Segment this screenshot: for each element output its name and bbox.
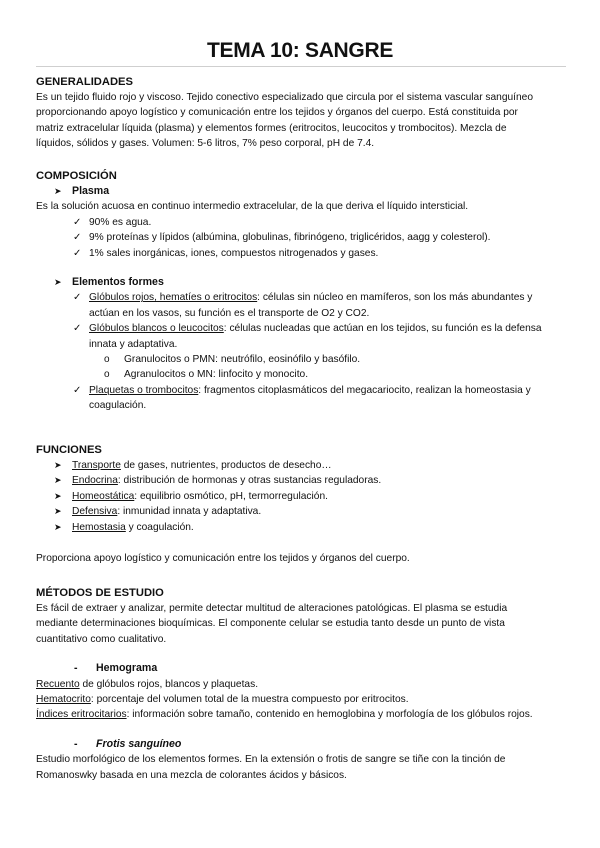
term-description: de gases, nutrientes, productos de desecho…	[120, 460, 332, 471]
list-item-text	[72, 473, 566, 488]
list-item-text: Granulocitos o PMN: neutrófilo, eosinófilo y basófilo.	[124, 354, 361, 366]
arrow-bullet-icon: ➤	[54, 490, 62, 501]
term-description: actúan en los vasos, su función es el transporte de O2 y CO2.	[89, 307, 370, 319]
check-bullet-icon: ✓	[73, 232, 82, 244]
check-bullet-icon: ✓	[73, 216, 82, 228]
section-funciones	[36, 442, 566, 566]
arrow-bullet-icon: ➤	[54, 506, 62, 517]
list-item-globulos-rojos	[36, 290, 566, 321]
paragraph-line	[36, 677, 566, 692]
term-description: : distribución de hormonas y otras sustancias reguladoras.	[117, 475, 382, 487]
term: Recuento	[36, 678, 80, 690]
title-divider	[36, 66, 566, 67]
subsection-hemograma	[36, 661, 566, 676]
list-item-text	[89, 290, 566, 321]
term: Transporte	[72, 460, 121, 471]
list-item	[36, 504, 566, 519]
list-item-globulos-blancos	[36, 321, 566, 352]
list-item-text	[72, 458, 566, 473]
term: Hematocrito	[36, 694, 91, 706]
paragraph-line: cuantitativo como cualitativo.	[36, 633, 167, 645]
list-item-plaquetas	[36, 383, 566, 414]
term-description: de glóbulos rojos, blancos y plaquetas.	[79, 678, 259, 690]
list-item	[36, 489, 566, 504]
list-item	[36, 520, 566, 535]
check-bullet-icon: ✓	[73, 292, 82, 304]
term-description: : fragmentos citoplasmáticos del megacariocito, realizan la homeostasia y	[198, 384, 531, 396]
term: Índices eritrocitarios	[36, 709, 127, 721]
section-heading: FUNCIONES	[36, 444, 102, 456]
term-description: coagulación.	[89, 400, 147, 412]
summary-line: Proporciona apoyo logístico y comunicación entre los tejidos y órganos del cuerpo.	[36, 553, 410, 565]
list-item-text	[72, 520, 566, 535]
dash-bullet: -	[74, 737, 78, 750]
section-metodos	[36, 585, 566, 783]
section-heading: MÉTODOS DE ESTUDIO	[36, 587, 164, 599]
paragraph-line: Estudio morfológico de los elementos formes. En la extensión o frotis de sangre se tiñe con la tinción de	[36, 754, 506, 766]
subsection-elementos-formes	[36, 275, 566, 290]
list-item	[36, 246, 566, 261]
term-description: innata y adaptativa.	[89, 338, 178, 350]
term: Glóbulos rojos, hematíes o eritrocitos	[89, 292, 258, 304]
arrow-bullet-icon: ➤	[54, 460, 62, 470]
arrow-bullet-icon: ➤	[54, 186, 62, 196]
paragraph-line: matriz extracelular líquida (plasma) y elementos formes (eritrocitos, leucocitos y trombocitos). Mezcla de	[36, 122, 507, 134]
dash-bullet: -	[74, 662, 78, 675]
paragraph-line: mediante determinaciones bioquímicas. El componente celular se estudia tanto desde un punto de vista	[36, 618, 505, 630]
subsection-label: Hemograma	[96, 662, 158, 675]
term: Homeostática	[72, 490, 135, 502]
term-description: : equilibrio osmótico, pH, termorregulación.	[134, 490, 328, 502]
check-bullet-icon: ✓	[73, 384, 82, 396]
arrow-bullet-icon: ➤	[54, 475, 62, 486]
arrow-bullet-icon: ➤	[54, 521, 62, 532]
term-description: : porcentaje del volumen total de la muestra compuesto por eritrocitos.	[90, 694, 409, 706]
sub-list-item	[36, 352, 566, 367]
paragraph-line	[36, 707, 566, 722]
sub-list-item	[36, 367, 566, 382]
term: Hemostasia	[72, 521, 126, 533]
check-bullet-icon: ✓	[73, 323, 82, 335]
list-item-text	[89, 383, 566, 414]
list-item	[36, 458, 566, 473]
term-description: : células sin núcleo en mamíferos, son los más abundantes y	[257, 292, 533, 304]
list-item	[36, 473, 566, 488]
list-item-text	[72, 504, 566, 519]
list-item	[36, 215, 566, 230]
subsection-label: Frotis sanguíneo	[96, 737, 182, 750]
term: Plaquetas o trombocitos	[89, 384, 199, 396]
list-item-text: 9% proteínas y lípidos (albúmina, globulinas, fibrinógeno, triglicéridos, aagg y colesterol).	[89, 232, 491, 244]
list-item-text: 1% sales inorgánicas, iones, compuestos nitrogenados y gases.	[89, 247, 379, 259]
list-item	[36, 230, 566, 245]
subsection-frotis	[36, 737, 566, 752]
circle-bullet-icon: o	[104, 369, 110, 381]
term: Defensiva	[72, 506, 118, 518]
list-item-text: 90% es agua.	[89, 216, 152, 228]
section-composicion	[36, 168, 566, 414]
list-item-text	[89, 321, 566, 352]
term: Endocrina	[72, 475, 118, 487]
arrow-bullet-icon: ➤	[54, 277, 62, 288]
subsection-label: Elementos formes	[72, 276, 164, 289]
subsection-label: Plasma	[72, 185, 110, 197]
subsection-plasma	[36, 184, 566, 199]
term-description: : inmunidad innata y adaptativa.	[117, 506, 262, 518]
list-item-text: Agranulocitos o MN: linfocito y monocito.	[124, 369, 309, 381]
term-description: : información sobre tamaño, contenido en hemoglobina y morfología de los glóbulos rojos.	[126, 709, 533, 721]
paragraph-line: Es fácil de extraer y analizar, permite detectar multitud de alteraciones patológicas. El plasma se estudia	[36, 603, 508, 614]
page-title: TEMA 10: SANGRE	[206, 39, 394, 62]
paragraph-line	[36, 692, 566, 707]
check-bullet-icon: ✓	[73, 247, 82, 259]
paragraph-line: Romanoswky basada en una mezcla de colorantes ácidos y básicos.	[36, 769, 347, 781]
section-generalidades	[36, 74, 566, 152]
paragraph-line: proporcionando apoyo logístico y comunicación entre los tejidos y órganos del cuerpo. Está constituida por	[36, 107, 518, 119]
circle-bullet-icon: o	[104, 354, 110, 366]
paragraph-line: Es la solución acuosa en continuo intermedio extracelular, de la que deriva el líquido intersticial.	[36, 201, 469, 213]
term: Glóbulos blancos o leucocitos	[89, 323, 224, 335]
section-heading: GENERALIDADES	[36, 76, 133, 88]
paragraph-line: Es un tejido fluido rojo y viscoso. Tejido conectivo especializado que circula por el sistema vascular sanguíneo	[36, 92, 534, 103]
section-heading: COMPOSICIÓN	[36, 170, 117, 182]
paragraph-line: líquidos, sólidos y gases. Volumen: 5-6 litros, 7% peso corporal, pH de 7.4.	[36, 138, 375, 150]
term-description: y coagulación.	[125, 521, 194, 533]
term-description: : células nucleadas que actúan en los tejidos, su función es la defensa	[223, 323, 542, 335]
list-item-text	[72, 489, 566, 504]
